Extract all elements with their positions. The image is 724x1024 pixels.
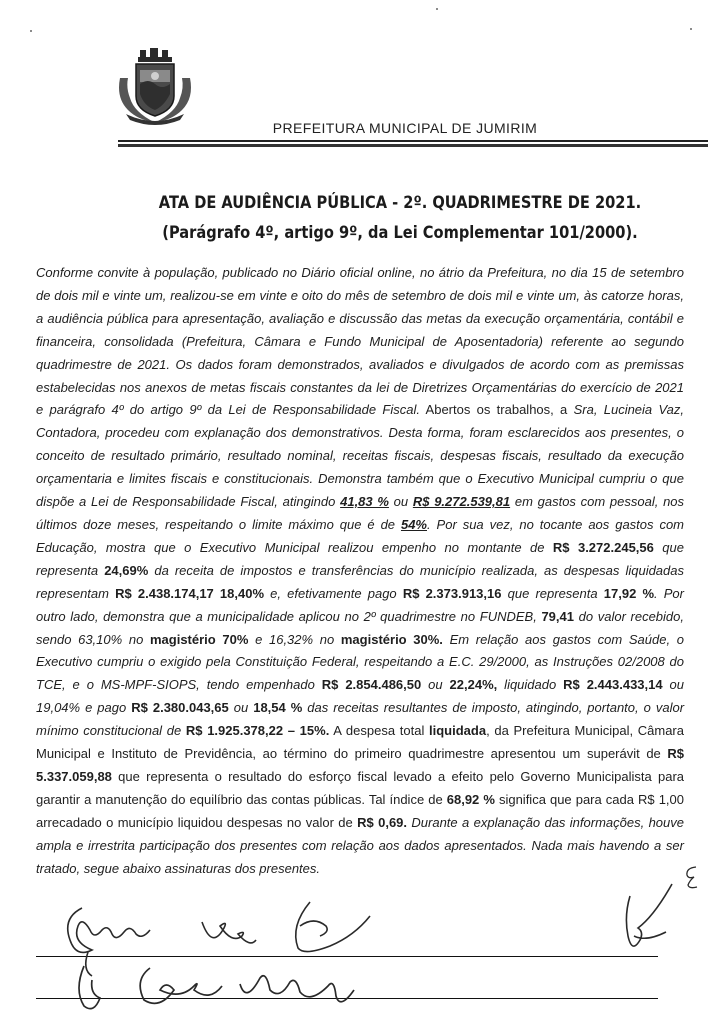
margin-initial-mark [680, 864, 704, 890]
body-text-run: que representa o resultado do esforço fiscal levado a efeito pelo Governo Municipalista para garantir a manutenção do equilíbrio das contas públicas. Tal índice de [36, 768, 684, 807]
body-text-run: . Por outro lado, demonstra que a municipalidade aplicou no 2º quadrimestre no FUNDEB, [36, 585, 684, 624]
scan-speck [690, 28, 692, 30]
body-text-run: 68,92 % [446, 791, 495, 807]
body-text-run: 22,24%, [449, 677, 498, 693]
body-text-run: R$ 5.337.059,88 [36, 746, 684, 784]
body-text-run: 17,92 % [603, 585, 654, 601]
body-text-run: R$ 2.373.913,16 [402, 585, 502, 601]
signature-bottom [70, 950, 370, 1022]
body-text-run: . Por sua vez, no tocante aos gastos com Educação, mostra que o Executivo Municipal realizou empenho no montante de [36, 516, 685, 555]
body-text-run: magistério 70% [149, 631, 249, 647]
body-text-run: significa que para cada R$ 1,00 arrecadado o município liquidou despesas no valor de [36, 791, 684, 830]
body-text-run: em gastos com pessoal, nos últimos doze meses, respeitando o limite máximo que é de [36, 494, 685, 532]
body-text-run: ou [388, 494, 413, 510]
body-text-run: R$ 2.443.433,14 [563, 677, 663, 693]
body-text-run: Sra, Lucineia Vaz, Contadora, procedeu com explanação dos demonstrativos. Desta forma, foram esclarecidos aos presentes, o conceito de resultado primário, resultado nominal, receitas fiscais, despesas fiscais, resultado da execução orçamentaria e limites fiscais e constitucionais. Demonstra também que o Executivo Municipal cumpriu o que dispõe a Lei de Responsabilidade Fiscal, atingindo [36, 402, 684, 510]
body-text-run: , da Prefeitura Municipal, Câmara Municipal e Instituto de Previdência, ao término do primeiro quadrimestre apresentou um superávit de [36, 723, 684, 762]
body-text-run: ou [421, 677, 450, 693]
body-text-run: R$ 2.438.174,17 18,40% [115, 585, 265, 601]
body-text-run: R$ 3.272.245,56 [552, 539, 654, 555]
document-title: ATA DE AUDIÊNCIA PÚBLICA - 2º. QUADRIMESTRE DE 2021. [158, 193, 642, 213]
body-text-run: 24,69% [104, 562, 149, 578]
body-text-run: da receita de impostos e transferências do município realizada, as despesas liquidadas representam [36, 562, 684, 601]
body-text-run: Abertos os trabalhos, a [419, 402, 574, 418]
body-text-run: R$ 2.380.043,65 [131, 700, 229, 716]
body-text-run: Durante a explanação das informações, houve ampla e irrestrita participação dos presentes com relação aos dados apresentados. Nada mais havendo a ser tratado, segue abaixo assinaturas dos presentes. [36, 814, 684, 876]
body-text-run: e, efetivamente pago [264, 585, 403, 601]
body-text-run: 54% [400, 516, 427, 532]
body-text-run: e 16,32% no [248, 631, 341, 647]
body-text-run: R$ 0,69. [357, 814, 408, 830]
body-text-run: 41,83 % [340, 494, 389, 510]
body-text-run: Em relação aos gastos com Saúde, o Executivo cumpriu o exigido pela Constituição Federal, respeitando a E.C. 29/2000, as Instruções 02/2008 do TCE, e o MS-MPF-SIOPS, tendo empenhado [36, 631, 684, 693]
scan-speck [30, 30, 32, 32]
body-text-run: liquidado [497, 677, 564, 693]
body-text-run: ou 19,04% e pago [36, 677, 684, 716]
body-text-run: Conforme convite à população, publicado no Diário oficial online, no átrio da Prefeitura, no dia 15 de setembro de dois mil e vinte um, realizou-se em vinte e oito do mês de setembro de dois mil e vinte um, às catorze horas, a audiência pública para apresentação, avaliação e discussão das metas da execução orçamentária, contábil e financeira, consolidada (Prefeitura, Câmara e Fundo Municipal de Aposentadoria) referente ao segundo quadrimestre de 2021. Os dados foram demonstrados, avaliados e divulgados de acordo com as premissas estabelecidas nos anexos de metas fiscais constantes da lei de Diretrizes Orçamentárias do exercício de 2021 e parágrafo 4º do artigo 9º da Lei de Responsabilidade Fiscal. [36, 265, 684, 418]
body-text-run: 79,41 [541, 608, 574, 624]
body-text-run: que representa [501, 585, 604, 601]
body-text-run: R$ 2.854.486,50 [321, 677, 422, 693]
header-rule-thin [118, 140, 708, 142]
body-text-run: magistério 30%. [340, 631, 443, 647]
body-text-run: liquidada [429, 723, 487, 739]
document-subtitle: (Parágrafo 4º, artigo 9º, da Lei Complementar 101/2000). [162, 223, 638, 243]
body-text-run: 18,54 % [253, 700, 303, 716]
header-rule-thick [118, 144, 708, 147]
body-text-run: que representa [36, 539, 684, 578]
body-text-run: das receitas resultantes de imposto, atingindo, portanto, o valor mínimo constitucional de [36, 700, 685, 739]
body-text-run: ou [228, 700, 254, 716]
municipal-crest-icon [114, 48, 196, 126]
scan-speck [436, 8, 438, 10]
body-text-run: do valor recebido, sendo 63,10% no [36, 608, 685, 647]
document-body [36, 262, 684, 880]
body-text-run: A despesa total [329, 723, 430, 739]
body-text-run: R$ 9.272.539,81 [412, 494, 511, 510]
body-text-run: R$ 1.925.378,22 – 15%. [185, 723, 330, 739]
municipality-header: PREFEITURA MUNICIPAL DE JUMIRIM [272, 120, 538, 136]
signature-right [610, 876, 680, 966]
